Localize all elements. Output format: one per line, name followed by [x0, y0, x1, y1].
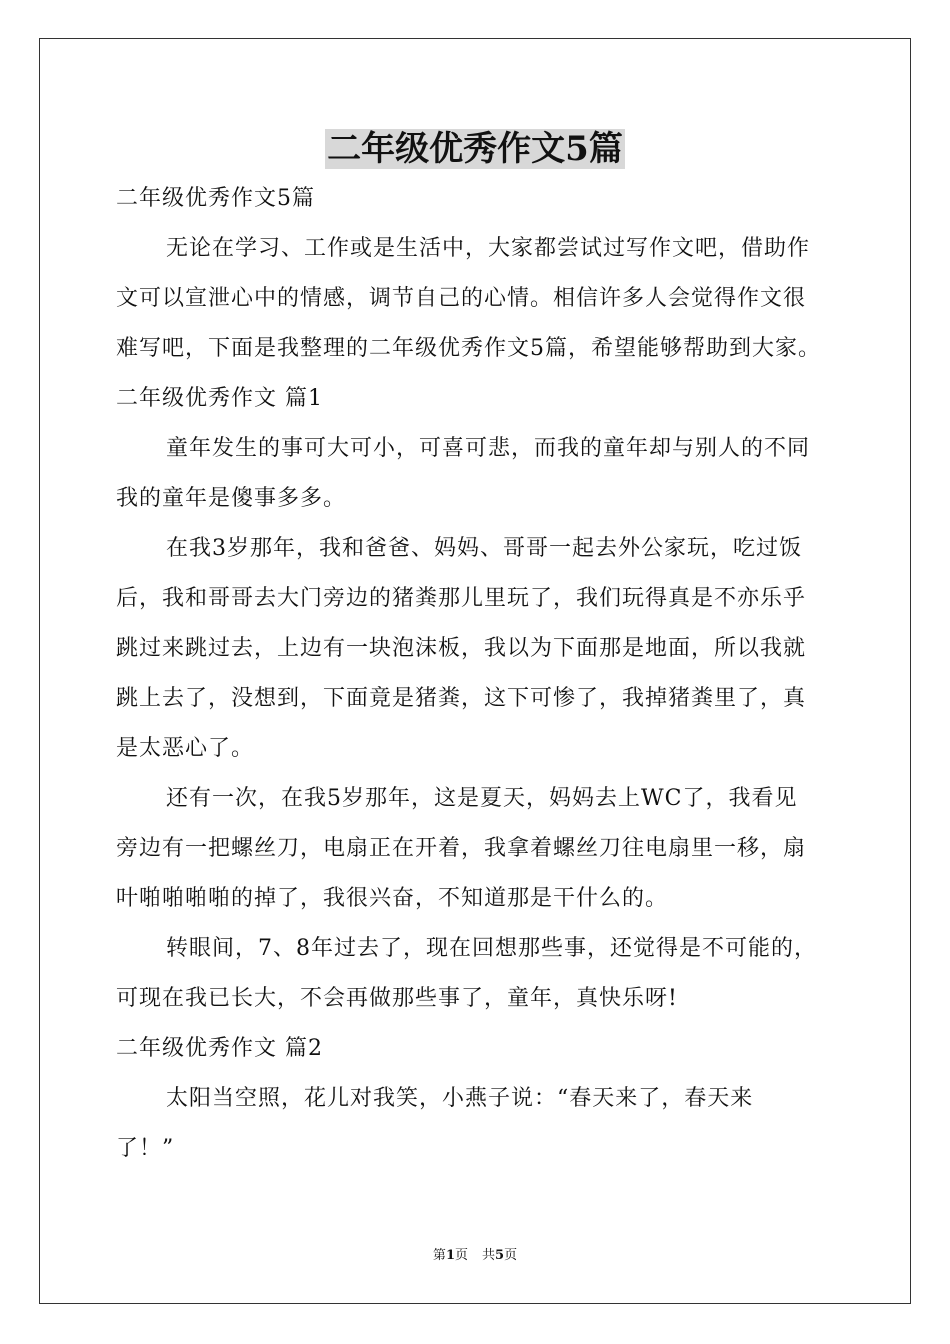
- paragraph-line: 是太恶心了。: [116, 736, 255, 761]
- section-heading-1: 二年级优秀作文 篇1: [116, 386, 323, 411]
- paragraph-line: 难写吧，下面是我整理的二年级优秀作文5篇，希望能够帮助到大家。: [116, 336, 821, 361]
- footer-page-prefix: 第: [432, 1248, 446, 1263]
- footer-total-suffix: 页: [504, 1248, 518, 1263]
- footer-page-suffix: 页: [454, 1248, 468, 1263]
- paragraph-line: 跳上去了，没想到，下面竟是猪粪，这下可惨了，我掉猪粪里了，真: [116, 686, 807, 711]
- page-footer: [0, 1247, 950, 1265]
- footer-page-total: 5: [495, 1248, 505, 1263]
- paragraph-line: 还有一次，在我5岁那年，这是夏天，妈妈去上WC了，我看见: [166, 786, 798, 811]
- footer-page-current: 1: [445, 1248, 455, 1263]
- paragraph-line: 旁边有一把螺丝刀，电扇正在开着，我拿着螺丝刀往电扇里一移，扇: [116, 836, 807, 861]
- paragraph-line: 童年发生的事可大可小，可喜可悲，而我的童年却与别人的不同: [166, 436, 811, 461]
- document-title-text: 二年级优秀作文5篇: [327, 129, 623, 169]
- subtitle-line: 二年级优秀作文5篇: [116, 186, 315, 211]
- paragraph-line: 转眼间，7、8年过去了，现在回想那些事，还觉得是不可能的，: [166, 936, 817, 961]
- paragraph-line: 文可以宣泄心中的情感，调节自己的心情。相信许多人会觉得作文很: [116, 286, 807, 311]
- paragraph-line: 可现在我已长大，不会再做那些事了，童年，真快乐呀!: [116, 986, 678, 1011]
- paragraph-line: 后，我和哥哥去大门旁边的猪粪那儿里玩了，我们玩得真是不亦乐乎: [116, 586, 807, 611]
- section-heading-2: 二年级优秀作文 篇2: [116, 1036, 323, 1061]
- page-border: [39, 38, 911, 1304]
- document-title: [0, 128, 950, 170]
- paragraph-line: 跳过来跳过去，上边有一块泡沫板，我以为下面那是地面，所以我就: [116, 636, 807, 661]
- paragraph-line: 我的童年是傻事多多。: [116, 486, 347, 511]
- paragraph-line: 叶啪啪啪啪的掉了，我很兴奋，不知道那是干什么的。: [116, 886, 669, 911]
- paragraph-line: 太阳当空照，花儿对我笑，小燕子说：“春天来了，春天来: [166, 1086, 754, 1111]
- footer-total-prefix: 共: [482, 1248, 496, 1263]
- paragraph-line: 无论在学习、工作或是生活中，大家都尝试过写作文吧，借助作: [166, 236, 811, 261]
- paragraph-line: 在我3岁那年，我和爸爸、妈妈、哥哥一起去外公家玩，吃过饭: [166, 536, 802, 561]
- paragraph-line: 了！”: [116, 1136, 175, 1161]
